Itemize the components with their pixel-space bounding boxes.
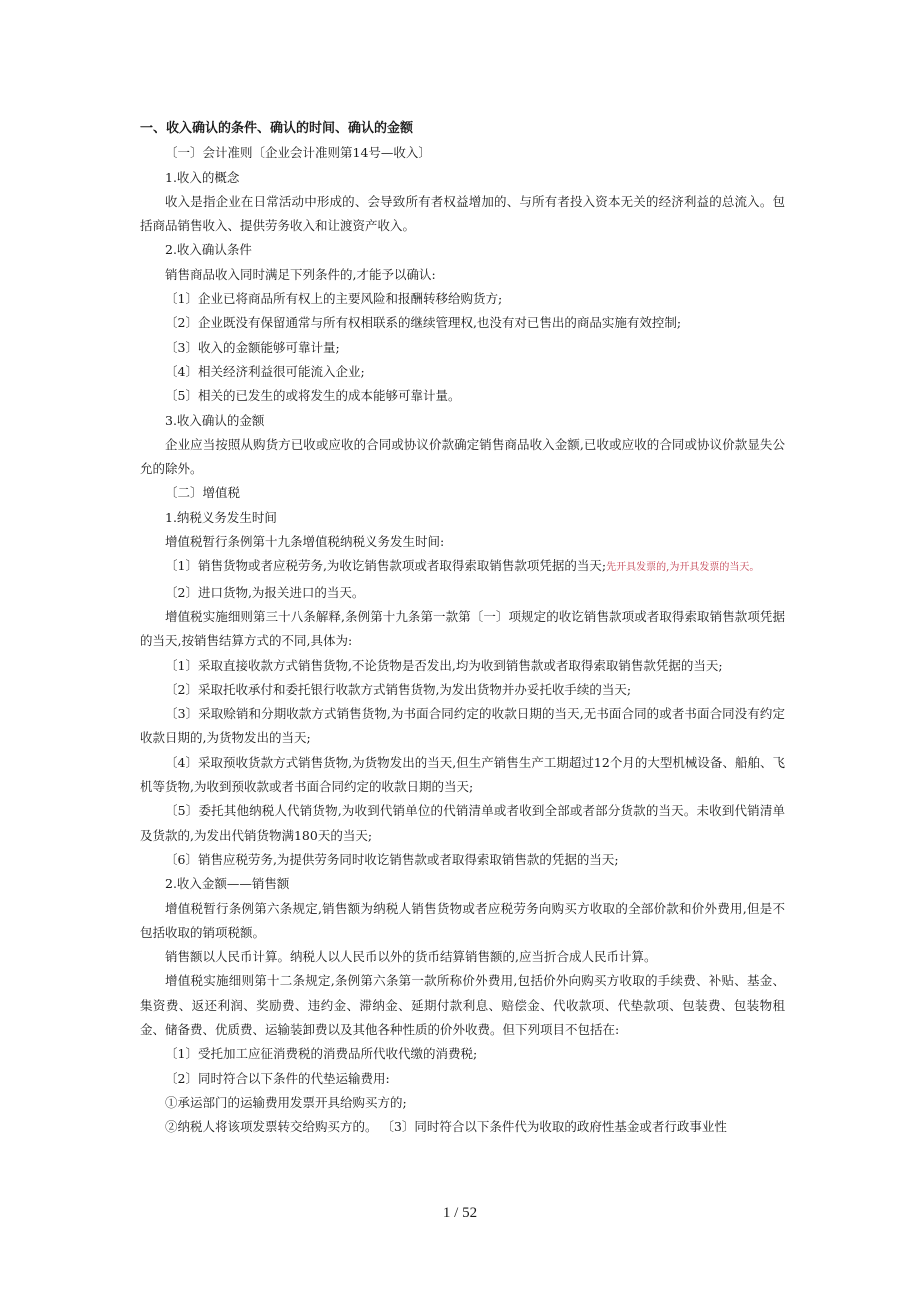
paragraph: [140, 702, 785, 751]
paragraph-text: 〔二〕增值税: [165, 485, 241, 501]
paragraph-text: 3.收入确认的金额: [165, 412, 265, 428]
paragraph-text: 〔2〕采取托收承付和委托银行收款方式销售货物,为发出货物并办妥托收手续的当天;: [165, 681, 632, 697]
paragraph-text: 〔2〕同时符合以下条件的代垫运输费用:: [165, 1070, 390, 1086]
paragraph-text: 〔6〕销售应税劳务,为提供劳务同时收讫销售款或者取得索取销售款的凭据的当天;: [165, 851, 619, 867]
paragraph-text: 〔1〕企业已将商品所有权上的主要风险和报酬转移给购货方;: [165, 291, 503, 307]
annotation-note: 先开具发票的,为开具发票的当天。: [606, 562, 760, 574]
paragraph-text: 增值税暂行条例第十九条增值税纳税义务发生时间:: [165, 534, 445, 550]
paragraph-text: 〔2〕进口货物,为报关进口的当天。: [165, 584, 365, 600]
paragraph: [140, 311, 785, 335]
paragraph: [140, 530, 785, 554]
paragraph-text: 〔1〕采取直接收款方式销售货物,不论货物是否发出,均为收到销售款或者取得索取销售款凭据的当天;: [165, 657, 723, 673]
paragraph-text: 〔2〕企业既没有保留通常与所有权相联系的继续管理权,也没有对已售出的商品实施有效控制;: [165, 315, 682, 331]
paragraph-text: ①承运部门的运输费用发票开具给购买方的;: [165, 1094, 407, 1110]
paragraph: [140, 872, 785, 896]
paragraph-text: 〔4〕相关经济利益很可能流入企业;: [165, 363, 365, 379]
paragraph-text: 企业应当按照从购货方已收或应收的合同或协议价款确定销售商品收入金额,已收或应收的合同或协议价款显失公允的除外。: [140, 436, 785, 477]
paragraph: [140, 238, 785, 262]
paragraph: [140, 751, 785, 800]
paragraph-text: 增值税实施细则第三十八条解释,条例第十九条第一款第〔一〕项规定的收讫销售款项或者取得索取销售款项凭据的当天,按销售结算方式的不同,具体为:: [140, 608, 785, 649]
paragraph-text: 增值税暂行条例第六条规定,销售额为纳税人销售货物或者应税劳务向购买方收取的全部价款和价外费用,但是不包括收取的销项税额。: [140, 900, 785, 940]
paragraph: [140, 581, 785, 605]
page-number: 1 / 52: [442, 1205, 478, 1221]
paragraph: [140, 166, 785, 190]
paragraph-text: 1.收入的概念: [165, 169, 240, 185]
paragraph: [140, 336, 785, 360]
document-body: [140, 117, 785, 1139]
paragraph: [140, 1067, 785, 1091]
paragraph: [140, 1042, 785, 1066]
paragraph: [140, 384, 785, 408]
paragraph-text: 〔5〕相关的已发生的或将发生的成本能够可靠计量。: [165, 388, 461, 404]
paragraph: [140, 506, 785, 530]
paragraph: [140, 141, 785, 165]
paragraph: [140, 678, 785, 702]
paragraph: [140, 654, 785, 678]
paragraph: [140, 481, 785, 505]
paragraph-list: [140, 141, 785, 1139]
paragraph-text: 〔5〕委托其他纳税人代销货物,为收到代销单位的代销清单或者收到全部或者部分货款的当天。未收到代销清单及货款的,为发出代销货物满180天的当天;: [140, 803, 785, 843]
paragraph: [140, 605, 785, 654]
paragraph-text: 〔1〕销售货物或者应税劳务,为收讫销售款项或者取得索取销售款项凭据的当天;: [165, 558, 607, 574]
section-heading: 一、收入确认的条件、确认的时间、确认的金额: [140, 121, 414, 136]
paragraph-text: 1.纳税义务发生时间: [165, 509, 277, 525]
paragraph-text: ②纳税人将该项发票转交给购买方的。 〔3〕同时符合以下条件代为收取的政府性基金或者行政事业性: [165, 1119, 727, 1135]
paragraph: [140, 287, 785, 311]
paragraph-text: 2.收入确认条件: [165, 242, 252, 258]
paragraph-text: 〔3〕收入的金额能够可靠计量;: [165, 339, 340, 355]
paragraph-text: 〔4〕采取预收货款方式销售货物,为货物发出的当天,但生产销售生产工期超过12个月的大型机械设备、船舶、飞机等货物,为收到预收款或者书面合同约定的收款日期的当天;: [140, 754, 785, 795]
paragraph: [140, 1115, 785, 1139]
paragraph-text: 增值税实施细则第十二条规定,条例第六条第一款所称价外费用,包括价外向购买方收取的手续费、补贴、基金、集资费、返还利润、奖励费、违约金、滞纳金、延期付款利息、赔偿金、代收款项、代垫款项、包装费、包装物租金、储备费、优质费、运输装卸费以及其他各种性质的价外收费。但下列项目不包括在:: [140, 973, 785, 1037]
paragraph: [140, 799, 785, 848]
paragraph: [140, 554, 785, 580]
paragraph-text: 〔一〕会计准则〔企业会计准则第14号—收入〕: [165, 145, 431, 161]
paragraph: [140, 969, 785, 1042]
paragraph-text: 〔3〕采取赊销和分期收款方式销售货物,为书面合同约定的收款日期的当天,无书面合同的或者书面合同没有约定收款日期的,为货物发出的当天;: [140, 706, 785, 746]
paragraph: [140, 263, 785, 287]
paragraph: [140, 409, 785, 433]
paragraph: [140, 360, 785, 384]
paragraph: [140, 945, 785, 969]
paragraph: [140, 897, 785, 946]
paragraph: [140, 1091, 785, 1115]
paragraph-text: 〔1〕受托加工应征消费税的消费品所代收代缴的消费税;: [165, 1046, 478, 1062]
paragraph-text: 2.收入金额——销售额: [165, 876, 290, 892]
paragraph-text: 销售额以人民币计算。纳税人以人民币以外的货币结算销售额的,应当折合成人民币计算。: [165, 949, 657, 965]
paragraph-text: 销售商品收入同时满足下列条件的,才能予以确认:: [165, 266, 436, 282]
paragraph: [140, 848, 785, 872]
paragraph-text: 收入是指企业在日常活动中形成的、会导致所有者权益增加的、与所有者投入资本无关的经济利益的总流入。包括商品销售收入、提供劳务收入和让渡资产收入。: [140, 193, 785, 234]
paragraph: [140, 190, 785, 239]
paragraph: [140, 433, 785, 482]
